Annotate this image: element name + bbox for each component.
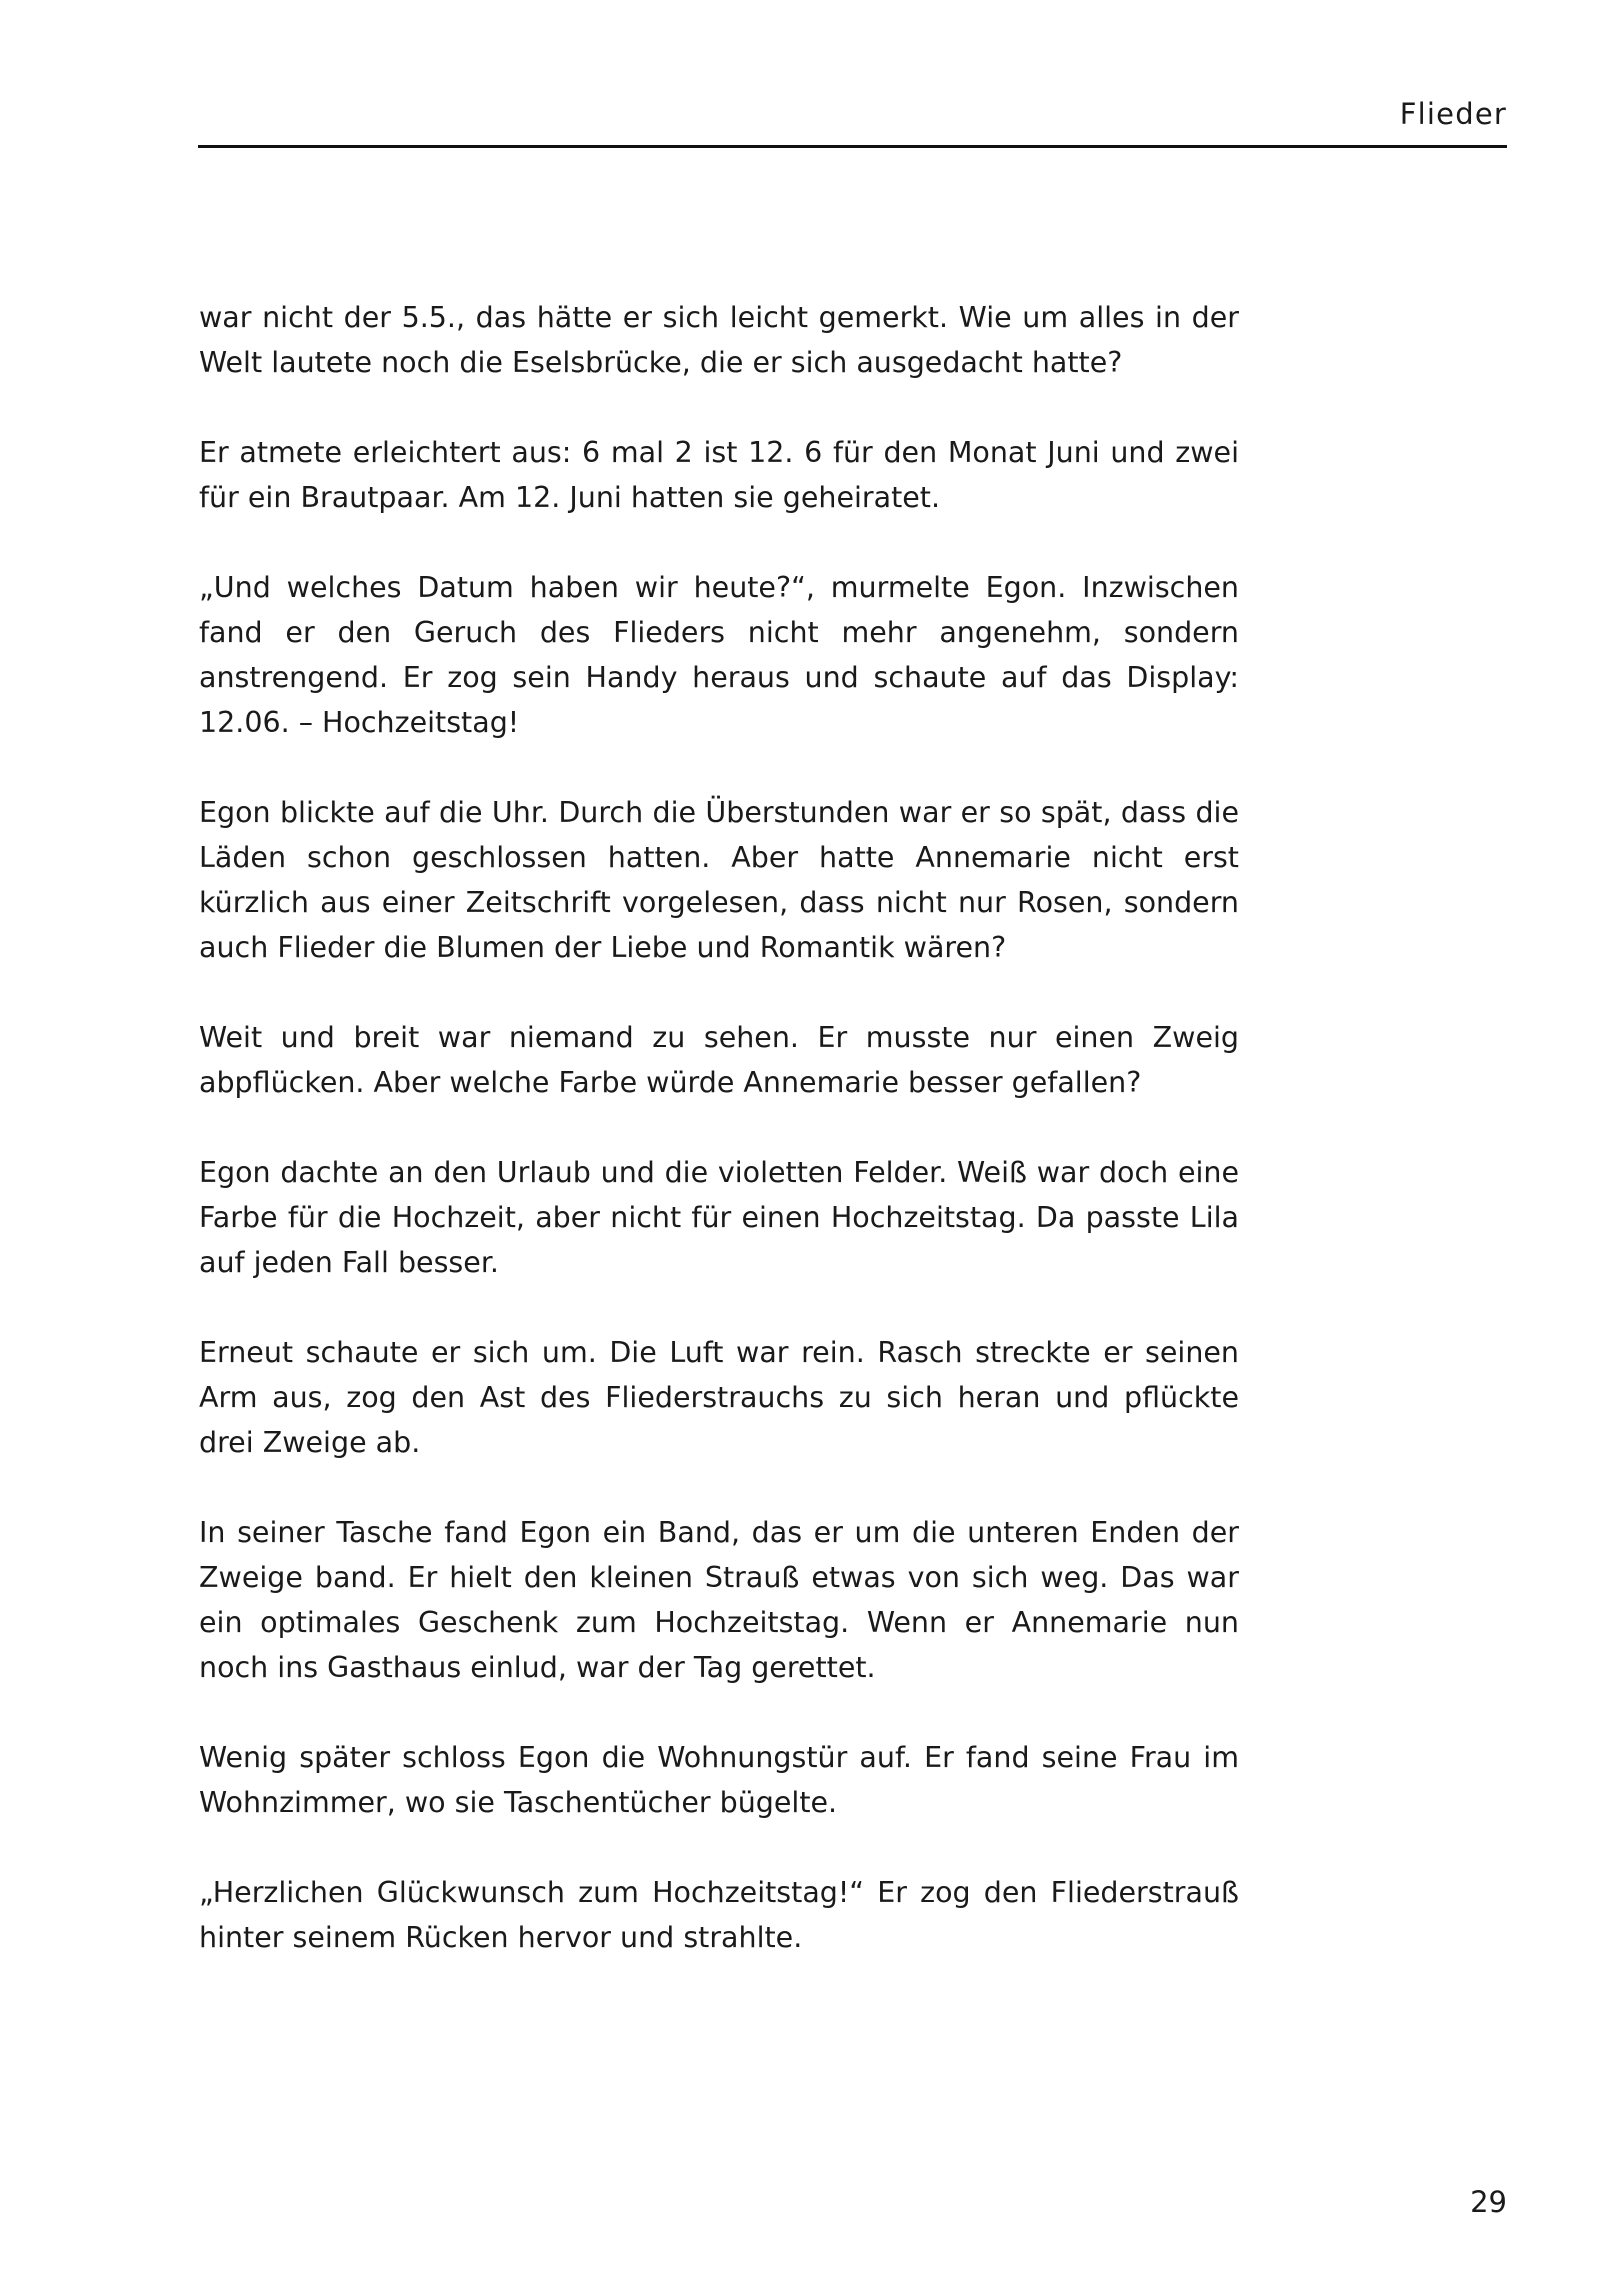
paragraph: war nicht der 5.5., das hätte er sich leicht gemerkt. Wie um alles in der Welt lautete noch die Eselsbrücke, die er sich ausgedacht hatte? (199, 301, 1239, 379)
page-number: 29 (1470, 2185, 1507, 2219)
running-head-title: Flieder (1399, 97, 1507, 131)
paragraph: Egon blickte auf die Uhr. Durch die Überstunden war er so spät, dass die Läden schon geschlossen hatten. Aber hatte Annemarie nicht erst kürzlich aus einer Zeitschrift vorgelesen, dass nicht nur Rosen, sondern auch Flieder die Blumen der Liebe und Romantik wären? (199, 796, 1239, 964)
paragraph: Er atmete erleichtert aus: 6 mal 2 ist 12. 6 für den Monat Juni und zwei für ein Brautpaar. Am 12. Juni hatten sie geheiratet. (199, 436, 1239, 514)
paragraph: „Und welches Datum haben wir heute?“, murmelte Egon. Inzwischen fand er den Geruch des Flieders nicht mehr angenehm, sondern anstrengend. Er zog sein Handy heraus und schaute auf das Display: 12.06. – Hochzeitstag! (199, 571, 1239, 739)
paragraph: Weit und breit war niemand zu sehen. Er musste nur einen Zweig abpflücken. Aber welche Farbe würde Annemarie besser gefallen? (199, 1021, 1239, 1099)
paragraph: Erneut schaute er sich um. Die Luft war rein. Rasch streckte er seinen Arm aus, zog den Ast des Fliederstrauchs zu sich heran und pflückte drei Zweige ab. (199, 1336, 1239, 1459)
body-text (199, 295, 1239, 1960)
paragraph: Wenig später schloss Egon die Wohnungstür auf. Er fand seine Frau im Wohnzimmer, wo sie Taschentücher bügelte. (199, 1741, 1239, 1819)
paragraph: „Herzlichen Glückwunsch zum Hochzeitstag!“ Er zog den Fliederstrauß hinter seinem Rücken hervor und strahlte. (199, 1876, 1239, 1954)
paragraph: In seiner Tasche fand Egon ein Band, das er um die unteren Enden der Zweige band. Er hielt den kleinen Strauß etwas von sich weg. Das war ein optimales Geschenk zum Hochzeitstag. Wenn er Annemarie nun noch ins Gasthaus einlud, war der Tag gerettet. (199, 1516, 1239, 1684)
header-rule (198, 145, 1507, 148)
paragraph: Egon dachte an den Urlaub und die violetten Felder. Weiß war doch eine Farbe für die Hochzeit, aber nicht für einen Hochzeitstag. Da passte Lila auf jeden Fall besser. (199, 1156, 1239, 1279)
